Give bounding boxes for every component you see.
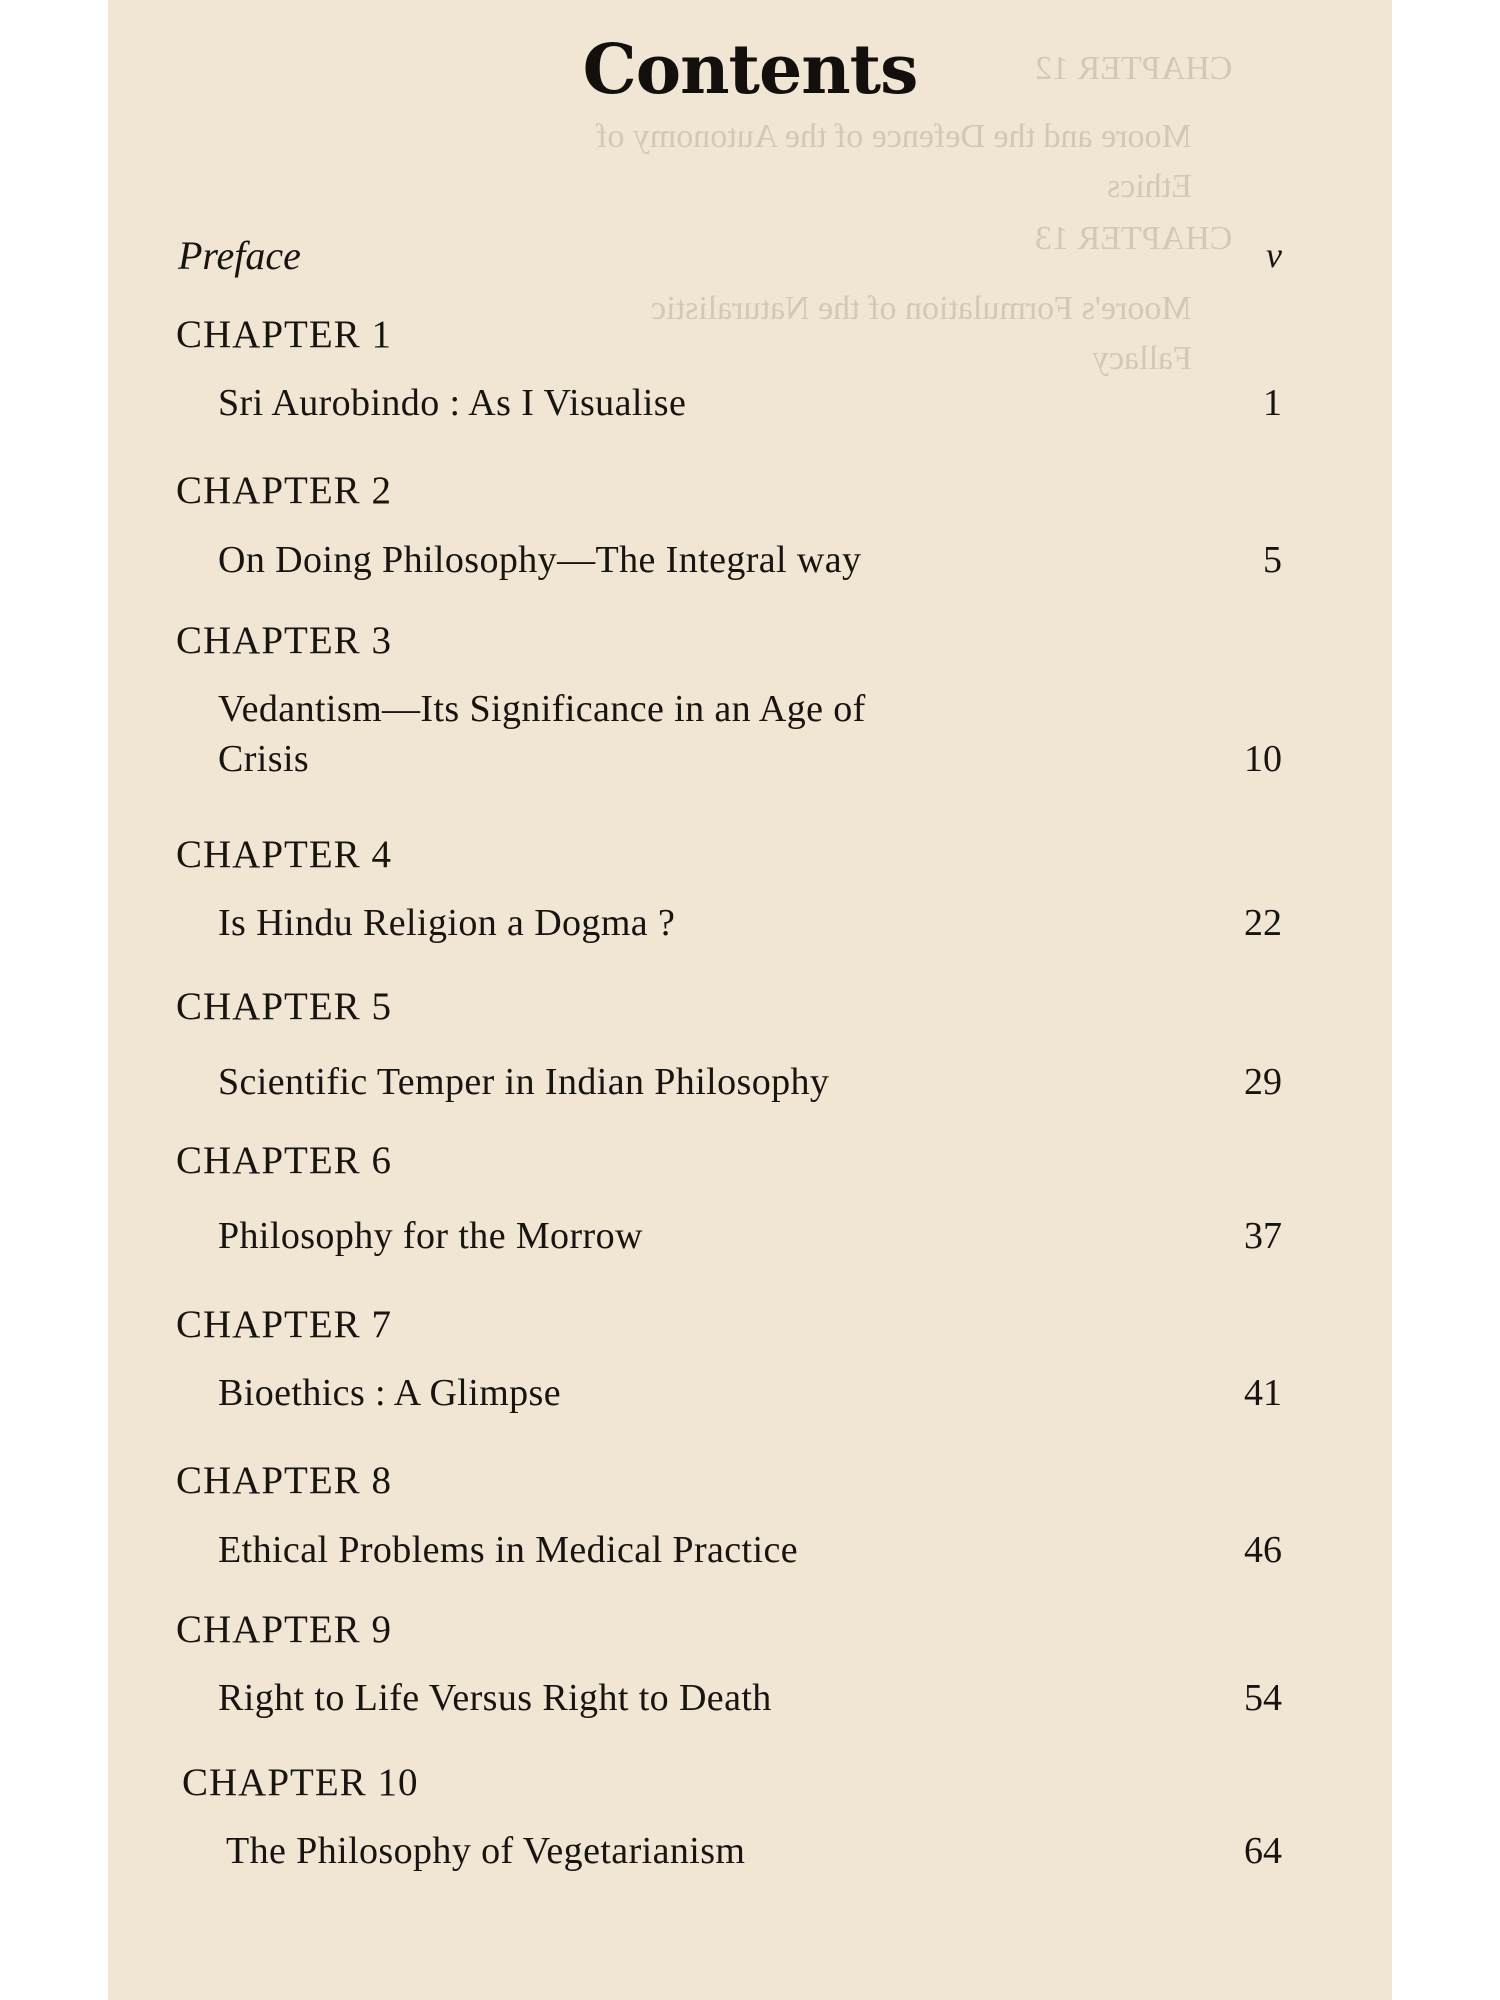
chapter-heading: CHAPTER 3 — [176, 619, 392, 662]
chapter-page-number: 29 — [1244, 1061, 1282, 1103]
chapter-page-number: 22 — [1244, 902, 1282, 944]
chapter-title: Right to Life Versus Right to Death — [218, 1677, 772, 1719]
chapter-page-number: 5 — [1263, 539, 1282, 581]
preface-label: Preface — [178, 233, 301, 278]
preface-page-number: v — [1266, 235, 1282, 275]
chapter-title-continued: Crisis — [218, 738, 310, 780]
bleed-through-text: CHAPTER 12 — [1034, 50, 1232, 87]
chapter-heading: CHAPTER 10 — [182, 1761, 419, 1804]
chapter-heading: CHAPTER 1 — [176, 313, 392, 356]
chapter-page-number: 37 — [1244, 1215, 1282, 1257]
chapter-heading: CHAPTER 7 — [176, 1303, 392, 1346]
chapter-page-number: 54 — [1244, 1677, 1282, 1719]
chapter-page-number: 64 — [1244, 1830, 1282, 1872]
chapter-title: Is Hindu Religion a Dogma ? — [218, 902, 676, 944]
chapter-title: The Philosophy of Vegetarianism — [226, 1830, 746, 1872]
page-title: Contents — [582, 30, 918, 110]
chapter-page-number: 41 — [1244, 1372, 1282, 1414]
chapter-title: Ethical Problems in Medical Practice — [218, 1529, 799, 1571]
chapter-title: On Doing Philosophy—The Integral way — [218, 539, 862, 581]
chapter-title: Sri Aurobindo : As I Visualise — [218, 382, 687, 424]
chapter-heading: CHAPTER 5 — [176, 985, 392, 1028]
bleed-through-text: Ethics — [1107, 168, 1192, 205]
bleed-through-text: Fallacy — [1091, 340, 1192, 377]
bleed-through-text: CHAPTER 13 — [1034, 220, 1232, 257]
bleed-through-text: Moore's Formulation of the Naturalistic — [651, 290, 1192, 327]
chapter-heading: CHAPTER 2 — [176, 469, 392, 512]
chapter-page-number: 46 — [1244, 1529, 1282, 1571]
chapter-page-number: 1 — [1263, 382, 1282, 424]
chapter-heading: CHAPTER 9 — [176, 1608, 392, 1651]
chapter-page-number: 10 — [1244, 738, 1282, 780]
chapter-title: Vedantism—Its Significance in an Age of — [218, 688, 866, 730]
chapter-heading: CHAPTER 6 — [176, 1139, 392, 1182]
chapter-title: Bioethics : A Glimpse — [218, 1372, 562, 1414]
book-page — [108, 0, 1392, 2000]
bleed-through-text: Moore and the Defence of the Autonomy of — [596, 118, 1192, 155]
chapter-heading: CHAPTER 4 — [176, 833, 392, 876]
chapter-title: Philosophy for the Morrow — [218, 1215, 643, 1257]
chapter-title: Scientific Temper in Indian Philosophy — [218, 1061, 830, 1103]
chapter-heading: CHAPTER 8 — [176, 1459, 392, 1502]
